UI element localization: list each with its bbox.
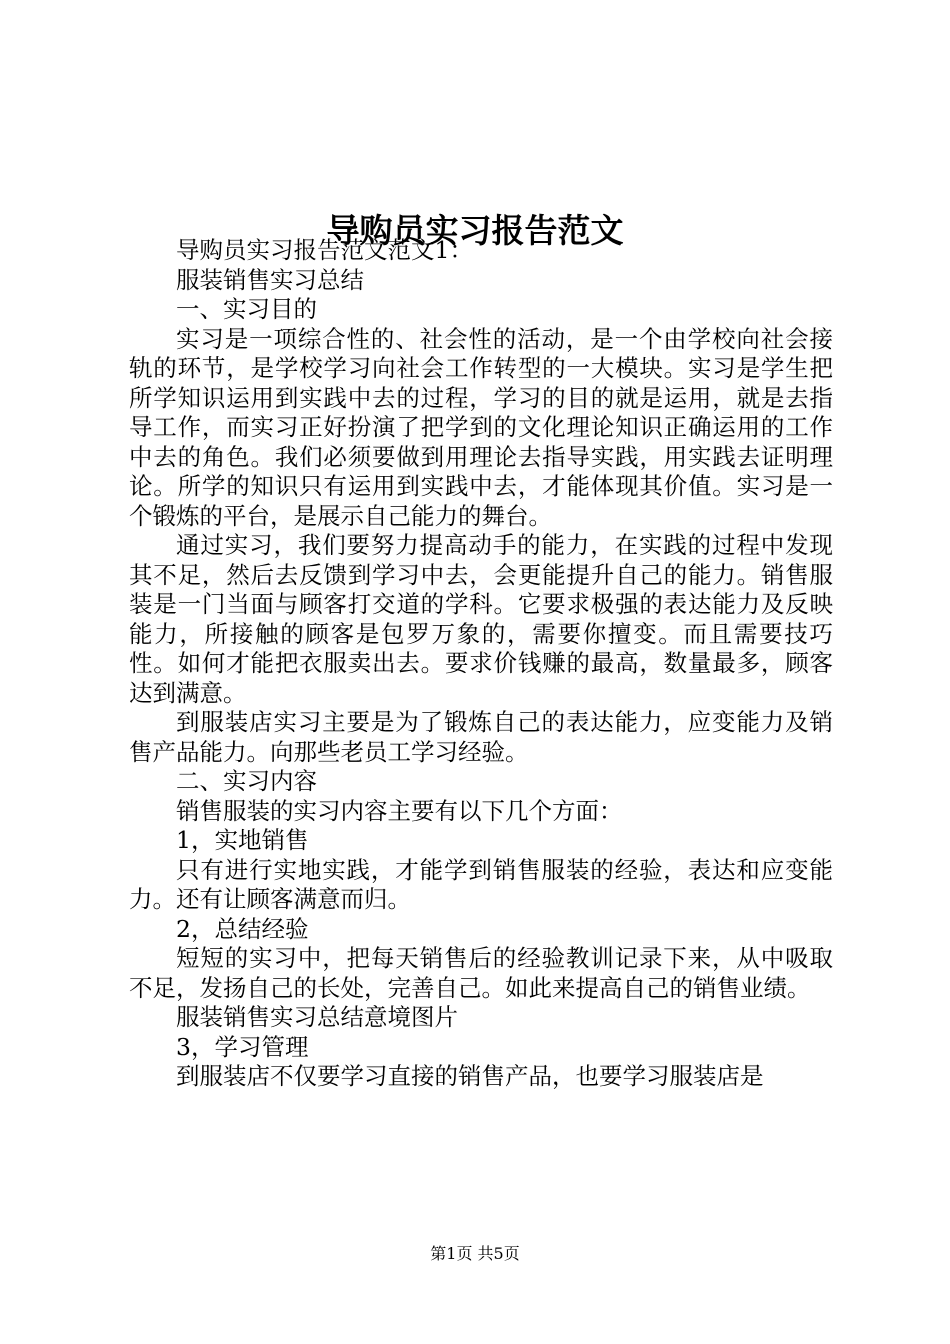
page-footer: 第1页 共5页 [430,1244,520,1263]
document-body [129,236,833,1092]
subsection-heading: 2，总结经验 [176,914,309,943]
paragraph: 服装销售实习总结意境图片 [176,1003,458,1031]
paragraph: 到服装店不仅要学习直接的销售产品，也要学习服装店是 [176,1062,764,1090]
paragraph: 通过实习，我们要努力提高动手的能力，在实践的过程中发现其不足，然后去反馈到学习中去，会更能提升自己的能力。销售服装是一门当面与顾客打交道的学科。它要求极强的表达能力及反映能力，所接触的顾客是包罗万象的，需要你擅变。而且需要技巧性。如何才能把衣服卖出去。要求价钱赚的最高，数量最多，顾客达到满意。 [129,531,833,707]
paragraph: 到服装店实习主要是为了锻炼自己的表达能力，应变能力及销售产品能力。向那些老员工学习经验。 [129,708,833,766]
section-heading: 一、实习目的 [176,295,317,323]
paragraph: 销售服装的实习内容主要有以下几个方面： [176,796,623,825]
section-heading: 二、实习内容 [176,767,317,795]
paragraph: 服装销售实习总结 [176,265,364,294]
subsection-heading: 3，学习管理 [176,1032,309,1061]
subsection-heading: 1，实地销售 [176,826,309,854]
document-title: 导购员实习报告范文 [326,211,624,251]
paragraph: 实习是一项综合性的、社会性的活动，是一个由学校向社会接轨的环节，是学校学习向社会工作转型的一大模块。实习是学生把所学知识运用到实践中去的过程，学习的目的就是运用，就是去指导工作，而实习正好扮演了把学到的文化理论知识正确运用的工作中去的角色。我们必须要做到用理论去指导实践，用实践去证明理论。所学的知识只有运用到实践中去，才能体现其价值。实习是一个锻炼的平台，是展示自己能力的舞台。 [129,324,833,530]
paragraph: 导购员实习报告范文范文1： [176,236,473,264]
paragraph: 只有进行实地实践，才能学到销售服装的经验，表达和应变能力。还有让顾客满意而归。 [129,855,833,913]
paragraph: 短短的实习中，把每天销售后的经验教训记录下来，从中吸取不足，发扬自己的长处，完善自己。如此来提高自己的销售业绩。 [129,944,833,1002]
